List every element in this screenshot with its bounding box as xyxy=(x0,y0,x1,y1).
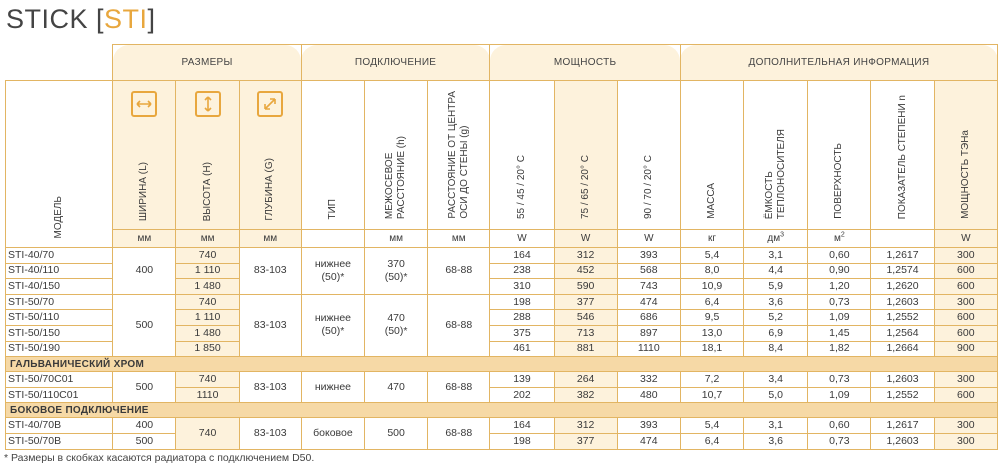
unit-axis: мм xyxy=(365,230,428,248)
arrows-horizontal-icon xyxy=(131,91,157,117)
header-wall xyxy=(428,81,490,230)
cell-heater: 300 xyxy=(934,248,997,264)
cell-model: STI-50/190 xyxy=(6,341,113,357)
header-type-label: ТИП xyxy=(326,198,338,219)
cell-surface: 0,90 xyxy=(808,263,871,279)
cell-capacity: 6,9 xyxy=(744,325,808,341)
header-p3 xyxy=(617,81,680,230)
cell-height: 740 xyxy=(176,418,239,449)
cell-p3: 332 xyxy=(617,372,680,388)
cell-height: 740 xyxy=(176,248,239,264)
cell-width: 400 xyxy=(113,418,176,434)
title-code: STI xyxy=(104,4,148,34)
cell-p1: 164 xyxy=(490,248,554,264)
cell-exponent: 1,2564 xyxy=(871,325,934,341)
unit-width: мм xyxy=(113,230,176,248)
cell-heater: 600 xyxy=(934,279,997,295)
cell-capacity: 5,9 xyxy=(744,279,808,295)
unit-surface-sup: 2 xyxy=(840,231,845,239)
cell-exponent: 1,2603 xyxy=(871,372,934,388)
header-p2 xyxy=(554,81,617,230)
cell-p1: 198 xyxy=(490,294,554,310)
cell-model: STI-50/70C01 xyxy=(6,372,113,388)
arrows-diagonal-icon xyxy=(257,91,283,117)
unit-capacity-sup: 3 xyxy=(780,231,784,239)
cell-capacity: 3,6 xyxy=(744,433,808,449)
cell-surface: 1,09 xyxy=(808,310,871,326)
block-standard xyxy=(6,248,998,357)
block-chrome xyxy=(6,372,998,403)
cell-p2: 382 xyxy=(554,387,617,403)
cell-wall: 68-88 xyxy=(428,248,490,295)
cell-surface: 0,60 xyxy=(808,418,871,434)
cell-model: STI-50/110 xyxy=(6,310,113,326)
cell-heater: 600 xyxy=(934,263,997,279)
cell-surface: 0,73 xyxy=(808,433,871,449)
cell-p3: 393 xyxy=(617,248,680,264)
unit-capacity-base: дм xyxy=(767,233,781,244)
cell-p3: 743 xyxy=(617,279,680,295)
cell-model: STI-40/70 xyxy=(6,248,113,264)
specs-table xyxy=(5,44,998,450)
cell-heater: 600 xyxy=(934,325,997,341)
cell-heater: 300 xyxy=(934,372,997,388)
table-row xyxy=(6,294,998,310)
cell-wall: 68-88 xyxy=(428,372,490,403)
cell-width: 500 xyxy=(113,294,176,356)
cell-exponent: 1,2552 xyxy=(871,310,934,326)
unit-height: мм xyxy=(176,230,239,248)
cell-model: STI-50/150 xyxy=(6,325,113,341)
cell-p2: 264 xyxy=(554,372,617,388)
header-width xyxy=(113,81,176,230)
cell-p3: 393 xyxy=(617,418,680,434)
title-suffix: ] xyxy=(147,4,156,34)
header-p1-label: 55 / 45 / 20° C xyxy=(515,154,527,219)
cell-model: STI-40/150 xyxy=(6,279,113,295)
cell-p1: 461 xyxy=(490,341,554,357)
cell-heater: 300 xyxy=(934,294,997,310)
header-mass xyxy=(680,81,743,230)
cell-axis: 500 xyxy=(365,418,428,449)
header-type xyxy=(301,81,364,230)
cell-p3: 897 xyxy=(617,325,680,341)
cell-model: STI-50/110C01 xyxy=(6,387,113,403)
cell-height: 1 480 xyxy=(176,279,239,295)
unit-p2: W xyxy=(554,230,617,248)
cell-model: STI-50/70B xyxy=(6,433,113,449)
cell-depth: 83-103 xyxy=(239,372,301,403)
header-exponent xyxy=(871,81,934,230)
section-chrome: ГАЛЬВАНИЧЕСКИЙ ХРОМ xyxy=(6,357,998,372)
cell-exponent: 1,2617 xyxy=(871,248,934,264)
cell-model: STI-40/70B xyxy=(6,418,113,434)
table-row xyxy=(6,372,998,388)
cell-wall: 68-88 xyxy=(428,294,490,356)
blank-corner xyxy=(6,45,113,81)
cell-capacity: 3,6 xyxy=(744,294,808,310)
unit-capacity xyxy=(744,230,808,248)
unit-mass: кг xyxy=(680,230,743,248)
cell-p1: 139 xyxy=(490,372,554,388)
cell-capacity: 5,0 xyxy=(744,387,808,403)
header-height-label: ВЫСОТА (H) xyxy=(201,161,213,221)
cell-mass: 13,0 xyxy=(680,325,743,341)
header-p2-label: 75 / 65 / 20° C xyxy=(579,154,591,219)
cell-mass: 5,4 xyxy=(680,418,743,434)
cell-mass: 6,4 xyxy=(680,294,743,310)
title-prefix: STICK [ xyxy=(6,4,105,34)
cell-mass: 10,9 xyxy=(680,279,743,295)
unit-surface-base: м xyxy=(833,233,841,244)
header-axis xyxy=(365,81,428,230)
table-row xyxy=(6,248,998,264)
group-power: МОЩНОСТЬ xyxy=(490,45,681,81)
cell-height: 1 110 xyxy=(176,263,239,279)
cell-capacity: 4,4 xyxy=(744,263,808,279)
unit-wall: мм xyxy=(428,230,490,248)
group-extra: ДОПОЛНИТЕЛЬНАЯ ИНФОРМАЦИЯ xyxy=(680,45,997,81)
cell-height: 1110 xyxy=(176,387,239,403)
table-row xyxy=(6,433,998,449)
cell-heater: 300 xyxy=(934,418,997,434)
unit-p3: W xyxy=(617,230,680,248)
cell-heater: 600 xyxy=(934,310,997,326)
cell-height: 740 xyxy=(176,372,239,388)
cell-surface: 1,82 xyxy=(808,341,871,357)
group-sizes: РАЗМЕРЫ xyxy=(113,45,302,81)
header-heater-label: МОЩНОСТЬ ТЭНа xyxy=(959,130,971,219)
header-depth xyxy=(239,81,301,230)
cell-capacity: 8,4 xyxy=(744,341,808,357)
cell-height: 1 850 xyxy=(176,341,239,357)
cell-p1: 202 xyxy=(490,387,554,403)
cell-exponent: 1,2620 xyxy=(871,279,934,295)
cell-exponent: 1,2664 xyxy=(871,341,934,357)
cell-surface: 1,45 xyxy=(808,325,871,341)
footnote: * Размеры в скобках касаются радиатора с подключением D50. xyxy=(4,452,315,464)
table-row xyxy=(6,418,998,434)
cell-p2: 452 xyxy=(554,263,617,279)
header-width-label: ШИРИНА (L) xyxy=(138,161,150,221)
cell-p3: 686 xyxy=(617,310,680,326)
header-wall-label: РАССТОЯНИЕ ОТ ЦЕНТРА ОСИ ДО СТЕНЫ (g) xyxy=(446,91,470,219)
cell-p3: 480 xyxy=(617,387,680,403)
unit-type xyxy=(301,230,364,248)
cell-p2: 377 xyxy=(554,433,617,449)
block-side xyxy=(6,418,998,449)
cell-p2: 312 xyxy=(554,248,617,264)
cell-capacity: 5,2 xyxy=(744,310,808,326)
header-p3-label: 90 / 70 / 20° C xyxy=(642,154,654,219)
cell-p2: 713 xyxy=(554,325,617,341)
cell-height: 1 110 xyxy=(176,310,239,326)
cell-p3: 474 xyxy=(617,433,680,449)
cell-p1: 288 xyxy=(490,310,554,326)
unit-heater: W xyxy=(934,230,997,248)
cell-width: 500 xyxy=(113,433,176,449)
cell-height: 1 480 xyxy=(176,325,239,341)
cell-exponent: 1,2617 xyxy=(871,418,934,434)
header-height xyxy=(176,81,239,230)
cell-mass: 6,4 xyxy=(680,433,743,449)
header-capacity-label: ЁМКОСТЬ ТЕПЛОНОСИТЕЛЯ xyxy=(763,128,787,219)
cell-surface: 0,73 xyxy=(808,294,871,310)
cell-depth: 83-103 xyxy=(239,294,301,356)
cell-p1: 310 xyxy=(490,279,554,295)
cell-p1: 198 xyxy=(490,433,554,449)
cell-capacity: 3,1 xyxy=(744,418,808,434)
cell-type: боковое xyxy=(301,418,364,449)
cell-model: STI-50/70 xyxy=(6,294,113,310)
group-connection: ПОДКЛЮЧЕНИЕ xyxy=(301,45,490,81)
cell-surface: 0,73 xyxy=(808,372,871,388)
cell-exponent: 1,2603 xyxy=(871,433,934,449)
cell-mass: 9,5 xyxy=(680,310,743,326)
page-title xyxy=(6,2,156,36)
header-exponent-label: ПОКАЗАТЕЛЬ СТЕПЕНИ n xyxy=(896,94,908,219)
cell-mass: 5,4 xyxy=(680,248,743,264)
section-side: БОКОВОЕ ПОДКЛЮЧЕНИЕ xyxy=(6,403,998,418)
arrows-vertical-icon xyxy=(195,91,221,117)
cell-type: нижнее xyxy=(301,372,364,403)
cell-width: 400 xyxy=(113,248,176,295)
cell-surface: 1,20 xyxy=(808,279,871,295)
cell-p3: 474 xyxy=(617,294,680,310)
cell-p2: 546 xyxy=(554,310,617,326)
cell-heater: 900 xyxy=(934,341,997,357)
cell-p2: 590 xyxy=(554,279,617,295)
unit-p1: W xyxy=(490,230,554,248)
cell-mass: 10,7 xyxy=(680,387,743,403)
header-model xyxy=(6,81,113,248)
cell-height: 740 xyxy=(176,294,239,310)
cell-axis: 470 xyxy=(365,372,428,403)
cell-type: нижнее (50)* xyxy=(301,248,364,295)
cell-capacity: 3,4 xyxy=(744,372,808,388)
cell-axis: 370 (50)* xyxy=(365,248,428,295)
cell-p2: 312 xyxy=(554,418,617,434)
cell-capacity: 3,1 xyxy=(744,248,808,264)
cell-exponent: 1,2574 xyxy=(871,263,934,279)
unit-surface xyxy=(808,230,871,248)
header-model-label: МОДЕЛЬ xyxy=(53,195,65,238)
cell-mass: 8,0 xyxy=(680,263,743,279)
cell-p3: 1110 xyxy=(617,341,680,357)
cell-p1: 375 xyxy=(490,325,554,341)
cell-depth: 83-103 xyxy=(239,248,301,295)
cell-width: 500 xyxy=(113,372,176,403)
cell-depth: 83-103 xyxy=(239,418,301,449)
cell-surface: 0,60 xyxy=(808,248,871,264)
header-p1 xyxy=(490,81,554,230)
header-surface-label: ПОВЕРХНОСТЬ xyxy=(833,143,845,219)
header-depth-label: ГЛУБИНА (G) xyxy=(264,158,276,221)
cell-p2: 377 xyxy=(554,294,617,310)
cell-exponent: 1,2552 xyxy=(871,387,934,403)
header-capacity xyxy=(744,81,808,230)
header-surface xyxy=(808,81,871,230)
unit-exponent xyxy=(871,230,934,248)
cell-surface: 1,09 xyxy=(808,387,871,403)
cell-p1: 238 xyxy=(490,263,554,279)
cell-model: STI-40/110 xyxy=(6,263,113,279)
header-heater xyxy=(934,81,997,230)
header-mass-label: МАССА xyxy=(706,183,717,219)
cell-heater: 600 xyxy=(934,387,997,403)
cell-axis: 470 (50)* xyxy=(365,294,428,356)
cell-mass: 7,2 xyxy=(680,372,743,388)
cell-p2: 881 xyxy=(554,341,617,357)
cell-p3: 568 xyxy=(617,263,680,279)
cell-type: нижнее (50)* xyxy=(301,294,364,356)
header-axis-label: МЕЖОСЕВОЕ РАССТОЯНИЕ (h) xyxy=(384,135,408,219)
cell-heater: 300 xyxy=(934,433,997,449)
cell-wall: 68-88 xyxy=(428,418,490,449)
cell-mass: 18,1 xyxy=(680,341,743,357)
cell-exponent: 1,2603 xyxy=(871,294,934,310)
cell-p1: 164 xyxy=(490,418,554,434)
unit-depth: мм xyxy=(239,230,301,248)
